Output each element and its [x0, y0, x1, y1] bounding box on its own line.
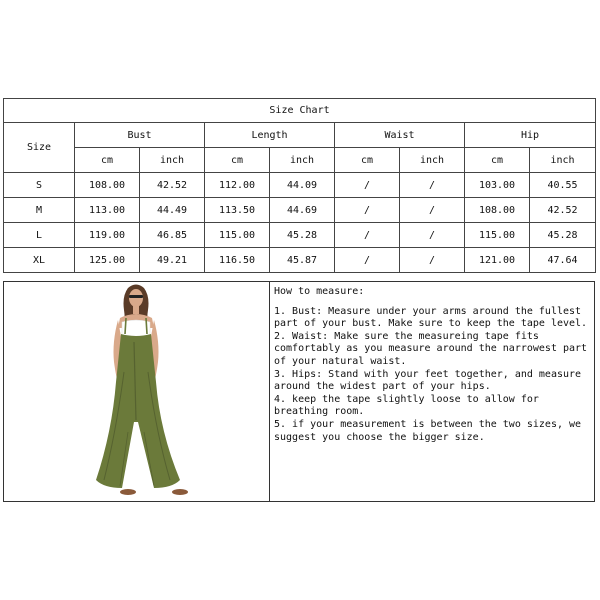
size-label: XL	[4, 248, 75, 273]
table-cell: 108.00	[75, 173, 140, 198]
table-cell: 121.00	[465, 248, 530, 273]
unit-header: inch	[140, 148, 205, 173]
size-label: M	[4, 198, 75, 223]
table-row	[4, 198, 596, 223]
table-cell: 115.00	[465, 223, 530, 248]
table-cell: 47.64	[530, 248, 596, 273]
size-label: S	[4, 173, 75, 198]
table-cell: 49.21	[140, 248, 205, 273]
measure-instruction-waist: 2. Waist: Make sure the measureing tape fits comfortably as you measure around the narrowest part of your natural waist.	[274, 330, 588, 367]
table-cell: /	[335, 198, 400, 223]
group-header-length: Length	[205, 123, 335, 148]
size-column-header: Size	[4, 123, 75, 173]
table-cell: /	[400, 198, 465, 223]
table-cell: /	[335, 173, 400, 198]
unit-header: cm	[75, 148, 140, 173]
table-cell: 44.09	[270, 173, 335, 198]
table-cell: 42.52	[530, 198, 596, 223]
table-cell: 119.00	[75, 223, 140, 248]
measure-guide-panel	[3, 281, 595, 502]
how-to-measure-heading: How to measure:	[274, 286, 365, 297]
size-chart	[3, 98, 595, 271]
table-cell: 46.85	[140, 223, 205, 248]
product-photo	[4, 282, 270, 501]
unit-header: cm	[465, 148, 530, 173]
table-cell: 45.28	[270, 223, 335, 248]
table-cell: 44.69	[270, 198, 335, 223]
model-right-foot	[172, 489, 188, 495]
table-cell: 112.00	[205, 173, 270, 198]
measure-instruction-bust: 1. Bust: Measure under your arms around the fullest part of your bust. Make sure to keep the tape level.	[274, 305, 588, 330]
table-row	[4, 248, 596, 273]
measure-instruction-hips: 3. Hips: Stand with your feet together, and measure around the widest part of your hips.	[274, 368, 582, 393]
chart-title: Size Chart	[4, 99, 596, 123]
table-cell: 125.00	[75, 248, 140, 273]
group-header-hip: Hip	[465, 123, 596, 148]
table-cell: /	[335, 223, 400, 248]
unit-header: cm	[205, 148, 270, 173]
model-left-foot	[120, 489, 136, 495]
size-label: L	[4, 223, 75, 248]
group-header-bust: Bust	[75, 123, 205, 148]
table-cell: 45.87	[270, 248, 335, 273]
table-cell: 113.50	[205, 198, 270, 223]
table-cell: 42.52	[140, 173, 205, 198]
table-row	[4, 223, 596, 248]
table-cell: 40.55	[530, 173, 596, 198]
table-cell: /	[400, 223, 465, 248]
model-illustration	[4, 282, 269, 501]
unit-header: inch	[400, 148, 465, 173]
measure-instruction-tape: 4. keep the tape slightly loose to allow for breathing room.	[274, 393, 539, 418]
table-cell: 116.50	[205, 248, 270, 273]
table-cell: 103.00	[465, 173, 530, 198]
table-cell: 45.28	[530, 223, 596, 248]
table-cell: 115.00	[205, 223, 270, 248]
table-row	[4, 173, 596, 198]
model-jumpsuit	[96, 334, 180, 488]
group-header-waist: Waist	[335, 123, 465, 148]
unit-header: inch	[530, 148, 596, 173]
table-cell: 108.00	[465, 198, 530, 223]
table-cell: /	[335, 248, 400, 273]
table-cell: 113.00	[75, 198, 140, 223]
table-cell: /	[400, 173, 465, 198]
unit-header: inch	[270, 148, 335, 173]
measure-instruction-between-sizes: 5. if your measurement is between the two sizes, we suggest you choose the bigger size.	[274, 418, 582, 443]
how-to-measure	[270, 282, 594, 501]
table-cell: /	[400, 248, 465, 273]
size-chart-table	[3, 98, 596, 273]
unit-header: cm	[335, 148, 400, 173]
table-cell: 44.49	[140, 198, 205, 223]
